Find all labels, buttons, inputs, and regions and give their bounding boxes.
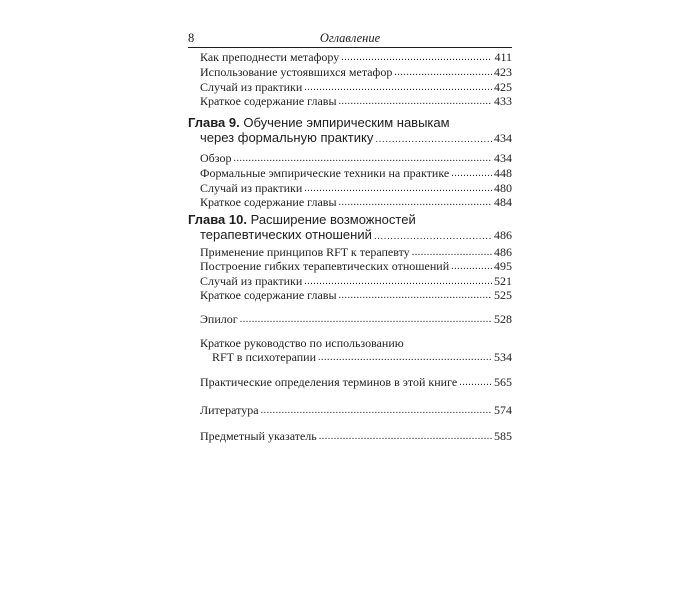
- toc-entry-title: Случай из практики: [200, 80, 303, 94]
- toc-entry-title: Формальные эмпирические техники на практике: [200, 166, 450, 180]
- toc-entry-guide-line1: Краткое руководство по использованию: [200, 336, 404, 350]
- toc-entry-page: 480: [494, 181, 512, 195]
- toc-entry: [188, 166, 512, 180]
- chapter-9-heading-line2: [188, 130, 512, 146]
- dot-leader: [394, 67, 492, 79]
- toc-entry: [188, 181, 512, 195]
- dot-leader: [451, 261, 492, 273]
- chapter-9-title-line2: через формальную практику: [200, 130, 374, 145]
- dot-leader: [374, 231, 492, 243]
- chapter-9-page: 434: [494, 131, 512, 145]
- toc-entry: [188, 50, 512, 64]
- toc-entry-title: Применение принципов RFT к терапевту: [200, 245, 410, 259]
- toc-entry-page: 528: [494, 312, 512, 326]
- toc-entry-page: 448: [494, 166, 512, 180]
- table-of-contents: [188, 0, 512, 600]
- dot-leader: [318, 352, 492, 364]
- dot-leader: [339, 96, 492, 108]
- dot-leader: [319, 431, 492, 443]
- dot-leader: [261, 405, 492, 417]
- toc-entry-title: Случай из практики: [200, 181, 303, 195]
- toc-entry-title: Краткое содержание главы: [200, 94, 337, 108]
- dot-leader: [451, 168, 492, 180]
- page-number: 8: [188, 31, 195, 45]
- chapter-10-heading: [188, 212, 512, 228]
- chapter-10-heading-line2: [188, 227, 512, 243]
- dot-leader: [240, 314, 492, 326]
- dot-leader: [375, 134, 492, 146]
- dot-leader: [304, 183, 492, 195]
- chapter-10-title-line1: Расширение возможностей: [250, 212, 416, 227]
- toc-entry: [188, 288, 512, 302]
- toc-entry-page: 525: [494, 288, 512, 302]
- toc-entry-title: RFT в психотерапии: [212, 350, 317, 364]
- toc-entry-page: 565: [494, 375, 512, 389]
- dot-leader: [339, 197, 492, 209]
- toc-entry-page: 486: [494, 245, 512, 259]
- toc-entry-page: 423: [494, 65, 512, 79]
- chapter-10-label: Глава 10.: [188, 212, 247, 227]
- toc-entry-title: Литература: [200, 403, 259, 417]
- toc-entry: [188, 245, 512, 259]
- toc-entry-title: Как преподнести метафору: [200, 50, 340, 64]
- toc-entry: [188, 94, 512, 108]
- toc-entry-page: 433: [494, 94, 512, 108]
- chapter-10-page: 486: [494, 228, 512, 242]
- dot-leader: [412, 247, 492, 259]
- toc-entry-guide: [188, 350, 512, 364]
- dot-leader: [339, 290, 492, 302]
- chapter-9-heading: [188, 115, 512, 131]
- toc-entry-title: Краткое содержание главы: [200, 288, 337, 302]
- toc-entry-page: 484: [494, 195, 512, 209]
- chapter-9-title-line1: Обучение эмпирическим навыкам: [243, 115, 450, 130]
- toc-entry-page: 585: [494, 429, 512, 443]
- dot-leader: [304, 82, 492, 94]
- toc-entry-title: Случай из практики: [200, 274, 303, 288]
- dot-leader: [459, 377, 492, 389]
- toc-entry-title: Предметный указатель: [200, 429, 317, 443]
- toc-entry-title: Обзор: [200, 151, 232, 165]
- toc-entry-page: 521: [494, 274, 512, 288]
- toc-entry-page: 574: [494, 403, 512, 417]
- toc-entry: [188, 151, 512, 165]
- running-title: Оглавление: [319, 31, 381, 45]
- toc-entry-page: 425: [494, 80, 512, 94]
- toc-entry-page: 534: [494, 350, 512, 364]
- toc-entry-page: 495: [494, 259, 512, 273]
- toc-entry: [188, 80, 512, 94]
- toc-entry-title: Использование устоявшихся метафор: [200, 65, 393, 79]
- toc-entry: [188, 65, 512, 79]
- toc-entry-title: Эпилог: [200, 312, 238, 326]
- toc-entry-definitions: [188, 375, 512, 389]
- toc-entry: [188, 195, 512, 209]
- toc-entry: [188, 274, 512, 288]
- dot-leader: [341, 52, 492, 64]
- toc-entry-page: 411: [494, 50, 512, 64]
- chapter-10-title-line2: терапевтических отношений: [200, 227, 372, 242]
- chapter-9-label: Глава 9.: [188, 115, 240, 130]
- toc-entry-title: Практические определения терминов в этой книге: [200, 375, 458, 389]
- toc-entry-title: Построение гибких терапевтических отношений: [200, 259, 450, 273]
- toc-entry-epilogue: [188, 312, 512, 326]
- toc-entry: [188, 259, 512, 273]
- toc-entry-index: [188, 429, 512, 443]
- dot-leader: [304, 276, 492, 288]
- dot-leader: [233, 153, 492, 165]
- toc-entry-title: Краткое содержание главы: [200, 195, 337, 209]
- toc-entry-page: 434: [494, 151, 512, 165]
- toc-entry-literature: [188, 403, 512, 417]
